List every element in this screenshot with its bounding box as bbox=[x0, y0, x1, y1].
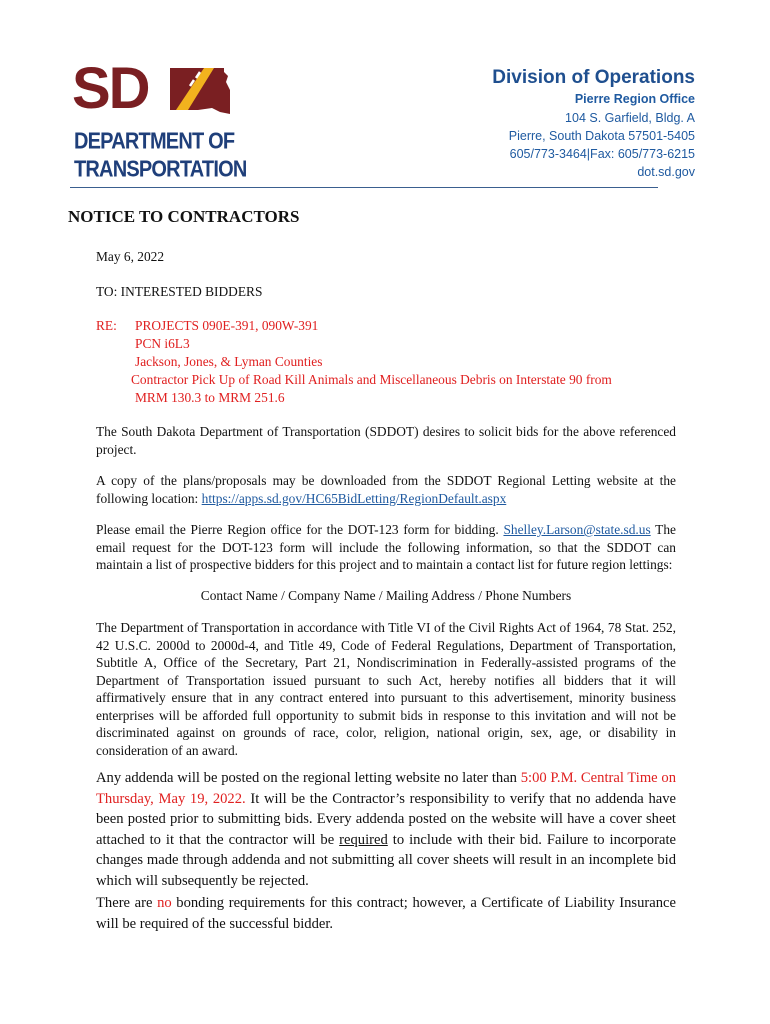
paragraph-email bbox=[96, 521, 676, 574]
re-label: RE: bbox=[96, 318, 117, 333]
notice-date: May 6, 2022 bbox=[96, 249, 165, 264]
sddot-logo bbox=[72, 56, 247, 183]
re-lines bbox=[131, 317, 695, 407]
address-line-2: Pierre, South Dakota 57501-5405 bbox=[508, 129, 695, 143]
re-line: Jackson, Jones, & Lyman Counties bbox=[135, 354, 323, 369]
letterhead bbox=[492, 66, 695, 181]
addenda-text-2: It will be the Contractor’s responsibility to verify that no addenda have been posted prior to submitting bids. Every addenda posted on the website will have a cover sheet attached to it that the contractor will be bbox=[96, 790, 677, 848]
email-text-2: The email request for the DOT-123 form will include the following information, so that the SDDOT can maintain a list of prospective bidders for this project and to maintain a contact list for future region lettings: bbox=[96, 522, 676, 572]
required-word: required bbox=[339, 831, 388, 848]
notice-title: NOTICE TO CONTRACTORS bbox=[68, 207, 300, 226]
bonding-text-1: There are bbox=[96, 895, 153, 911]
email-text-1: Please email the Pierre Region office for the DOT-123 form for bidding. bbox=[96, 522, 499, 537]
phone-fax: 605/773-3464|Fax: 605/773-6215 bbox=[509, 147, 695, 161]
re-line: PROJECTS 090E-391, 090W-391 bbox=[135, 318, 319, 333]
paragraph-bonding bbox=[96, 893, 676, 934]
paragraph-solicit: The South Dakota Department of Transportation (SDDOT) desires to solicit bids for the above referenced project. bbox=[96, 424, 676, 457]
letting-website-link[interactable]: https://apps.sd.gov/HC65BidLetting/RegionDefault.aspx bbox=[201, 490, 507, 506]
paragraph-addenda bbox=[96, 768, 676, 891]
logo-department-name bbox=[74, 128, 247, 183]
re-line: PCN i6L3 bbox=[135, 336, 190, 351]
email-link[interactable]: Shelley.Larson@state.sd.us bbox=[503, 522, 651, 537]
contact-fields: Contact Name / Company Name / Mailing Address / Phone Numbers bbox=[200, 588, 572, 603]
office-name: Pierre Region Office bbox=[574, 92, 695, 106]
to-line: TO: INTERESTED BIDDERS bbox=[96, 284, 263, 299]
logo-dept-line1: DEPARTMENT OF bbox=[74, 129, 235, 155]
addenda-deadline: 5:00 P.M. Central Time on Thursday, May 19, 2022. bbox=[96, 770, 676, 807]
bonding-text-2: bonding requirements for this contract; however, a Certificate of Liability Insurance will be required of the successful bidder. bbox=[96, 895, 676, 932]
paragraph-download bbox=[96, 472, 676, 507]
website: dot.sd.gov bbox=[637, 165, 695, 179]
bonding-no: no bbox=[157, 895, 172, 911]
addenda-text-3: to include with their bid. Failure to incorporate changes made through addenda and not submitting all cover sheets will result in an incomplete bid which will subsequently be rejected. bbox=[96, 831, 676, 889]
division-name: Division of Operations bbox=[492, 67, 695, 88]
south-dakota-state-icon bbox=[168, 62, 234, 118]
logo-dept-line2: TRANSPORTATION bbox=[74, 156, 247, 183]
re-line: Contractor Pick Up of Road Kill Animals and Miscellaneous Debris on Interstate 90 from bbox=[131, 372, 612, 387]
header-divider bbox=[70, 187, 658, 188]
re-line: MRM 130.3 to MRM 251.6 bbox=[135, 390, 285, 405]
download-text: A copy of the plans/proposals may be downloaded from the SDDOT Regional Letting website at the following location: bbox=[96, 473, 676, 506]
address-line-1: 104 S. Garfield, Bldg. A bbox=[565, 111, 695, 125]
addenda-text-1: Any addenda will be posted on the regional letting website no later than bbox=[96, 770, 517, 786]
logo-sd-text: SD bbox=[72, 56, 149, 121]
paragraph-civil-rights: The Department of Transportation in accordance with Title VI of the Civil Rights Act of 1964, 78 Stat. 252, 42 U.S.C. 2000d to 2000d-4, and Title 49, Code of Federal Regulations, Department of Transportation, Subtitle A, Office of the Secretary, Part 21, Nondiscrimination in Federally-assisted programs of the Department of Transportation issued pursuant to such Act, hereby notifies all bidders that it will affirmatively ensure that in any contract entered into pursuant to this advertisement, minority business enterprises will be afforded full opportunity to submit bids in response to this invitation and will not be discriminated against on grounds of race, color, religion, national origin, sex, age, or disability in consideration of an award. bbox=[96, 620, 676, 758]
